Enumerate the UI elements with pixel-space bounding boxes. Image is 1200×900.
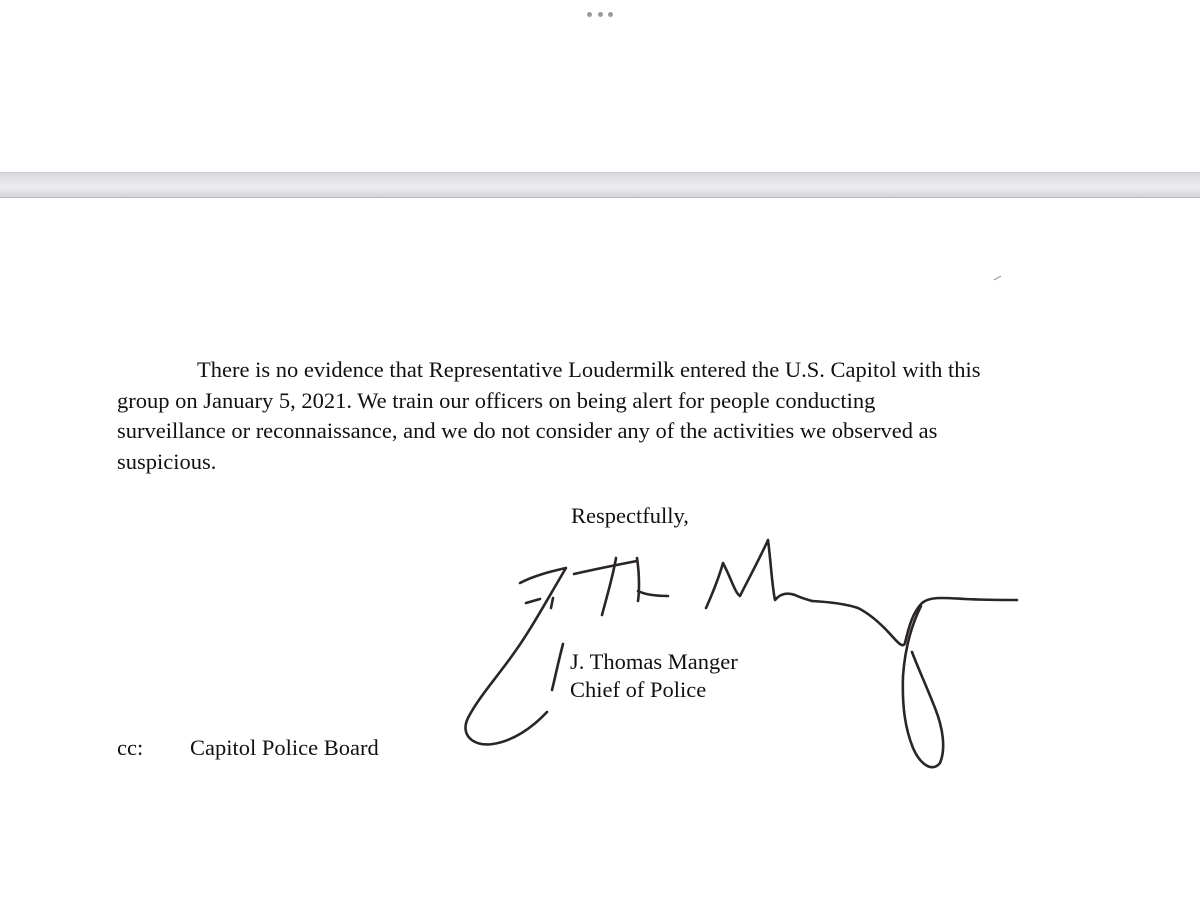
handwritten-signature [0,198,1200,900]
paragraph-line: surveillance or reconnaissance, and we do not consider any of the activities we observed as [117,418,938,443]
paragraph-line: suspicious. [117,448,217,474]
letter-page [0,198,1200,900]
signer-name: J. Thomas Manger [570,649,738,674]
ellipsis-icon[interactable] [587,9,613,19]
signer-title: Chief of Police [570,677,707,702]
page-separator [0,172,1200,198]
cc-label: cc: [117,735,144,760]
stray-mark [994,275,1002,281]
paragraph-line: There is no evidence that Representative Loudermilk entered the U.S. Capitol with this [197,357,981,382]
cc-recipient: Capitol Police Board [190,735,379,760]
paragraph-line: group on January 5, 2021. We train our officers on being alert for people conducting [117,387,876,413]
previous-page-bottom [0,0,1200,172]
closing-salutation: Respectfully, [571,503,689,528]
body-paragraph [117,355,1087,477]
